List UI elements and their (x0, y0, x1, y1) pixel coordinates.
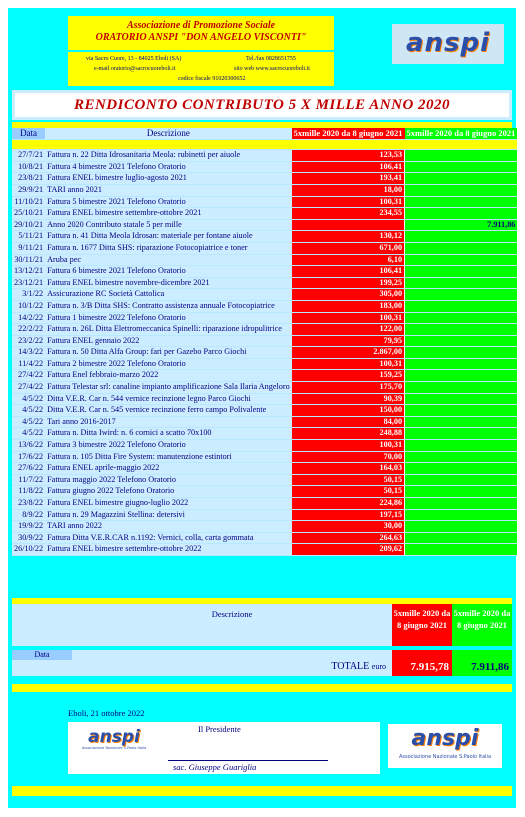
row-amount-red: 209,62 (292, 544, 405, 556)
row-description: Fattura n. 26L Ditta Elettromeccanica Spinelli: riparazione idropulitrice (45, 324, 292, 336)
row-amount-red: 248,88 (292, 428, 405, 440)
row-description: Fattura n. 105 Ditta Fire System: manutenzione estintori (45, 451, 292, 463)
table-row (12, 416, 517, 428)
row-amount-green (405, 370, 518, 382)
row-amount-red: 159,25 (292, 370, 405, 382)
row-amount-green (405, 266, 518, 278)
row-amount-green (405, 173, 518, 185)
row-amount-red: 122,00 (292, 324, 405, 336)
row-amount-red: 199,25 (292, 277, 405, 289)
row-date: 17/6/22 (12, 451, 45, 463)
yellow-band-bottom (12, 786, 512, 796)
row-date: 4/5/22 (12, 405, 45, 417)
row-date: 8/9/22 (12, 509, 45, 521)
row-amount-green (405, 474, 518, 486)
row-description: Fattura maggio 2022 Telefono Oratorio (45, 474, 292, 486)
row-amount-green (405, 463, 518, 475)
row-amount-green (405, 254, 518, 266)
row-date: 23/8/22 (12, 498, 45, 510)
row-amount-green (405, 347, 518, 359)
row-amount-red: 50,15 (292, 474, 405, 486)
row-description: Fattura ENEL bimestre settembre-ottobre 2022 (45, 544, 292, 556)
row-amount-green (405, 498, 518, 510)
row-amount-red: 84,00 (292, 416, 405, 428)
footer-header (12, 604, 512, 650)
row-amount-green (405, 486, 518, 498)
telephone: Tel./fax 0828651755 (246, 56, 296, 62)
row-amount-red: 106,41 (292, 266, 405, 278)
total-red: 7.915,78 (392, 650, 452, 676)
row-date: 5/11/21 (12, 231, 45, 243)
row-description: Fattura n. 1677 Ditta SHS: riparazione Fotocopiatrice e toner (45, 242, 292, 254)
row-description: Fattura ENEL aprile-maggio 2022 (45, 463, 292, 475)
col-header-description: Descrizione (45, 128, 292, 139)
row-date: 22/2/22 (12, 324, 45, 336)
row-description: Fattura Ditta V.E.R.CAR n.1192: Vernici, colla, carta gommata (45, 532, 292, 544)
anspi-logo-small (74, 728, 154, 750)
row-description: Fattura n. 3/B Ditta SHS: Contratto assistenza annuale Fotocopiatrice (45, 300, 292, 312)
row-amount-red: 164,03 (292, 463, 405, 475)
row-date: 10/1/22 (12, 300, 45, 312)
row-date: 11/7/22 (12, 474, 45, 486)
address: via Sacro Cuore, 13 - 84025 Eboli (SA) (86, 56, 182, 62)
row-date: 13/6/22 (12, 440, 45, 452)
row-amount-green (405, 312, 518, 324)
footer-date-blank (12, 660, 72, 676)
row-amount-red: 30,00 (292, 521, 405, 533)
row-amount-red: 100,31 (292, 440, 405, 452)
signature-line (168, 760, 328, 761)
table-row (12, 521, 517, 533)
row-date: 23/2/22 (12, 335, 45, 347)
row-date: 23/12/21 (12, 277, 45, 289)
row-date: 27/7/21 (12, 150, 45, 162)
table-row (12, 486, 517, 498)
row-amount-green (405, 416, 518, 428)
row-amount-green (405, 277, 518, 289)
table-row (12, 242, 517, 254)
table-row (12, 219, 517, 231)
row-amount-red (292, 219, 405, 231)
row-date: 13/12/21 (12, 266, 45, 278)
row-description: Ditta V.E.R. Car n. 544 vernice recinzione legno Parco Giochi (45, 393, 292, 405)
table-row (12, 277, 517, 289)
row-amount-red: 100,31 (292, 358, 405, 370)
col-header-date: Data (12, 128, 45, 139)
row-description: Fattura n. 50 Ditta Alfa Group: fari per Gazebo Parco Giochi (45, 347, 292, 359)
row-description: Anno 2020 Contributo statale 5 per mille (45, 219, 292, 231)
row-date: 11/8/22 (12, 486, 45, 498)
row-amount-green (405, 231, 518, 243)
row-amount-green (405, 532, 518, 544)
row-amount-green (405, 358, 518, 370)
table-row (12, 196, 517, 208)
footer-col-5xmille-red: 5xmille 2020 da 8 giugno 2021 (392, 604, 452, 646)
table-row (12, 440, 517, 452)
row-amount-green (405, 382, 518, 394)
table-row (12, 358, 517, 370)
row-description: Fattura Enel febbraio-marzo 2022 (45, 370, 292, 382)
table-row (12, 405, 517, 417)
row-amount-green (405, 196, 518, 208)
total-text: TOTALE (331, 661, 370, 672)
email: e-mail oratorio@sacrocuoreboli.it (94, 66, 176, 72)
row-description: TARI anno 2021 (45, 184, 292, 196)
row-amount-green (405, 184, 518, 196)
total-unit: euro (371, 662, 386, 671)
row-description: Fattura ENEL bimestre giugno-luglio 2022 (45, 498, 292, 510)
row-date: 23/8/21 (12, 173, 45, 185)
row-date: 11/10/21 (12, 196, 45, 208)
row-amount-red: 100,31 (292, 312, 405, 324)
row-amount-green (405, 393, 518, 405)
table-row (12, 173, 517, 185)
row-date: 27/4/22 (12, 382, 45, 394)
row-amount-green (405, 440, 518, 452)
report-title: RENDICONTO CONTRIBUTO 5 X MILLE ANNO 2020 (12, 90, 512, 120)
yellow-band-3 (12, 684, 512, 692)
row-amount-red: 50,15 (292, 486, 405, 498)
expense-table (12, 128, 517, 556)
row-description: Fattura n. 41 Ditta Meola Idrosan: materiale per fontane aiuole (45, 231, 292, 243)
row-amount-red: 183,00 (292, 300, 405, 312)
row-amount-green (405, 289, 518, 301)
contact-box (68, 52, 334, 86)
row-amount-red: 150,00 (292, 405, 405, 417)
table-row (12, 463, 517, 475)
row-amount-red: 224,86 (292, 498, 405, 510)
row-amount-green (405, 428, 518, 440)
row-amount-green (405, 161, 518, 173)
row-amount-green (405, 451, 518, 463)
footer-col-5xmille-green: 5xmille 2020 da 8 giugno 2021 (452, 604, 512, 646)
row-date: 29/9/21 (12, 184, 45, 196)
row-amount-green (405, 242, 518, 254)
footer-date-cell (12, 604, 72, 646)
row-amount-green (405, 208, 518, 220)
row-description: Fattura ENEL bimestre novembre-dicembre 2021 (45, 277, 292, 289)
row-amount-red: 106,41 (292, 161, 405, 173)
table-row (12, 300, 517, 312)
anspi-logo-small-subtitle: Associazione Nazionale S.Paolo Italia (81, 746, 147, 750)
row-amount-red: 264,63 (292, 532, 405, 544)
row-amount-red: 671,00 (292, 242, 405, 254)
row-amount-green (405, 150, 518, 162)
row-description: Fattura Telestar srl: canaline impianto amplificazione Sala Ilaria Angeloro (45, 382, 292, 394)
table-row (12, 150, 517, 162)
table-row (12, 382, 517, 394)
row-description: Tari anno 2016-2017 (45, 416, 292, 428)
signer-name: sac. Giuseppe Guariglia (173, 762, 257, 772)
table-row (12, 254, 517, 266)
col-header-5xmille-red: 5xmille 2020 da 8 giugno 2021 (293, 128, 403, 138)
row-amount-green (405, 544, 518, 556)
row-date: 4/5/22 (12, 428, 45, 440)
anspi-logo-bottom-subtitle: Associazione Nazionale S.Paolo Italia (398, 754, 492, 760)
row-amount-green (405, 324, 518, 336)
anspi-logo-top (392, 24, 504, 64)
anspi-logo-small-text: anspi (88, 727, 140, 747)
table-row (12, 474, 517, 486)
row-date: 4/5/22 (12, 393, 45, 405)
row-description: Fattura 6 bimestre 2021 Telefono Oratorio (45, 266, 292, 278)
table-row (12, 208, 517, 220)
row-amount-red: 197,15 (292, 509, 405, 521)
table-row (12, 312, 517, 324)
row-description: Fattura ENEL bimestre luglio-agosto 2021 (45, 173, 292, 185)
row-date: 10/8/21 (12, 161, 45, 173)
row-date: 26/10/22 (12, 544, 45, 556)
row-date: 29/10/21 (12, 219, 45, 231)
row-description: Ditta V.E.R. Car n. 545 vernice recinzione ferro campo Polivalente (45, 405, 292, 417)
row-description: Fattura giugno 2022 Telefono Oratorio (45, 486, 292, 498)
row-date: 19/9/22 (12, 521, 45, 533)
row-description: Fattura 3 bimestre 2022 Telefono Oratorio (45, 440, 292, 452)
row-amount-red: 18,00 (292, 184, 405, 196)
row-date: 14/3/22 (12, 347, 45, 359)
footer-col-description: Descrizione (72, 604, 392, 646)
separator-row (12, 139, 517, 150)
row-description: Fattura ENEL bimestre settembre-ottobre 2021 (45, 208, 292, 220)
anspi-logo-bottom-text: anspi (411, 726, 479, 751)
row-amount-red: 79,95 (292, 335, 405, 347)
row-amount-green (405, 509, 518, 521)
row-amount-green (405, 335, 518, 347)
table-row (12, 370, 517, 382)
table-row (12, 231, 517, 243)
table-row (12, 161, 517, 173)
row-date: 30/9/22 (12, 532, 45, 544)
row-amount-red: 6,10 (292, 254, 405, 266)
row-description: Assicurazione RC Società Cattolica (45, 289, 292, 301)
row-date: 9/11/21 (12, 242, 45, 254)
table-row (12, 184, 517, 196)
row-description: Fattura 4 bimestre 2021 Telefono Oratorio (45, 161, 292, 173)
row-amount-red: 100,31 (292, 196, 405, 208)
row-amount-green (405, 521, 518, 533)
table-row (12, 544, 517, 556)
row-date: 25/10/21 (12, 208, 45, 220)
association-name: ORATORIO ANSPI "DON ANGELO VISCONTI" (95, 32, 307, 43)
row-date: 27/4/22 (12, 370, 45, 382)
table-row (12, 324, 517, 336)
total-label (72, 650, 392, 676)
row-description: Fattura 2 bimestre 2022 Telefono Oratorio (45, 358, 292, 370)
row-date: 27/6/22 (12, 463, 45, 475)
total-green: 7.911,86 (452, 650, 512, 676)
association-title-box (68, 16, 334, 50)
row-date: 4/5/22 (12, 416, 45, 428)
row-date: 11/4/22 (12, 358, 45, 370)
row-date: 14/2/22 (12, 312, 45, 324)
table-row (12, 289, 517, 301)
row-amount-red: 2.867,00 (292, 347, 405, 359)
row-description: Fattura n. 22 Ditta Idrosanitaria Meola: rubinetti per aiuole (45, 150, 292, 162)
place-date: Eboli, 21 ottobre 2022 (68, 708, 145, 718)
table-row (12, 532, 517, 544)
table-row (12, 428, 517, 440)
row-description: Fattura ENEL gennaio 2022 (45, 335, 292, 347)
signature-box (68, 722, 380, 774)
footer-date-label: Data (12, 650, 72, 660)
table-row (12, 451, 517, 463)
row-amount-green (405, 405, 518, 417)
table-row (12, 509, 517, 521)
row-amount-green: 7.911,86 (405, 219, 518, 231)
tax-code: codice fiscale 91020300652 (178, 76, 246, 82)
row-description: Aruba pec (45, 254, 292, 266)
table-row (12, 393, 517, 405)
row-amount-red: 234,55 (292, 208, 405, 220)
table-row (12, 335, 517, 347)
row-description: Fattura 1 bimestre 2022 Telefono Oratorio (45, 312, 292, 324)
association-type: Associazione di Promozione Sociale (126, 20, 276, 31)
row-amount-red: 123,53 (292, 150, 405, 162)
row-amount-green (405, 300, 518, 312)
row-amount-red: 70,00 (292, 451, 405, 463)
table-row (12, 266, 517, 278)
totals-row (12, 650, 512, 676)
row-amount-red: 90,39 (292, 393, 405, 405)
anspi-logo-text: anspi (405, 28, 491, 58)
row-description: Fattura n. Ditta Iwird: n. 6 cornici a scatto 70x100 (45, 428, 292, 440)
row-amount-red: 130,12 (292, 231, 405, 243)
row-date: 3/1/22 (12, 289, 45, 301)
row-amount-red: 305,00 (292, 289, 405, 301)
row-description: Fattura n. 29 Magazzini Stellina: detersivi (45, 509, 292, 521)
website: sito web www.sacrocuoreboli.it (234, 66, 310, 72)
row-amount-red: 175,70 (292, 382, 405, 394)
row-description: TARI anno 2022 (45, 521, 292, 533)
anspi-logo-bottom (388, 724, 502, 768)
row-description: Fattura 5 bimestre 2021 Telefono Oratorio (45, 196, 292, 208)
col-header-5xmille-green: 5xmille 2020 da 8 giugno 2021 (406, 128, 516, 138)
president-role: Il Presidente (198, 724, 241, 734)
row-date: 30/11/21 (12, 254, 45, 266)
table-row (12, 498, 517, 510)
table-header-row (12, 128, 517, 139)
row-amount-red: 193,41 (292, 173, 405, 185)
table-row (12, 347, 517, 359)
document-page (8, 8, 516, 808)
